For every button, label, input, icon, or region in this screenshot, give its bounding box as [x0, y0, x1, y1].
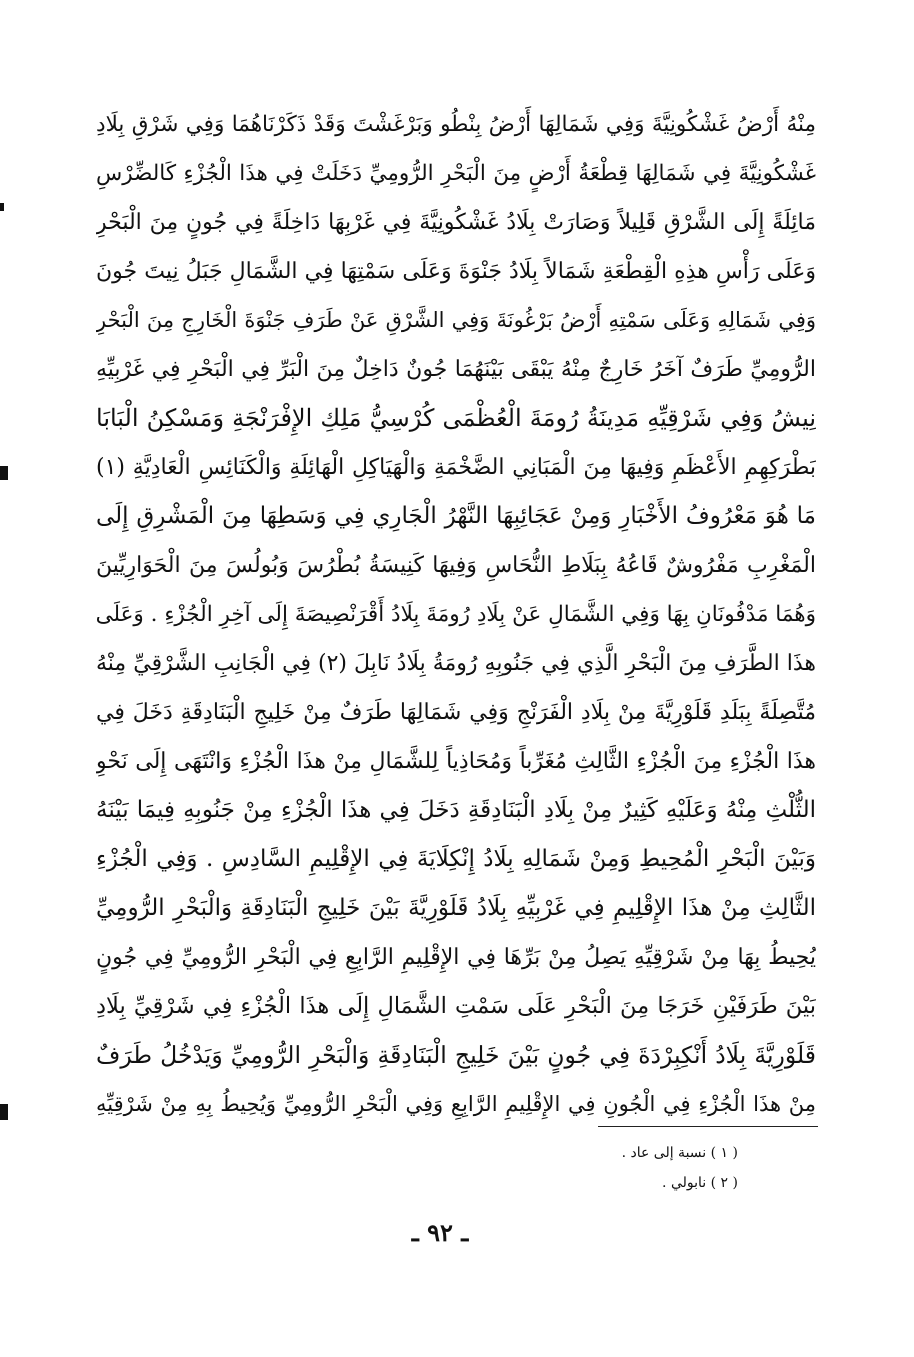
text-line: بَطْرَكِهِمِ الأَعْظَمِ وَفِيهَا مِنَ الْمَبَانِي الضَّخْمَةِ وَالْهَيَاكِلِ الْهَائِلَةِ وَالْكَنَائِسِ الْعَادِيَّةِ (١)	[96, 455, 816, 480]
footnote-divider	[598, 1126, 818, 1127]
text-line: مِنْ هذَا الْجُزْءِ فِي الْجُونِ فِي الإِقْلِيمِ الرَّابِعِ وَفِي الْبَحْرِ الرُّومِيِّ وَيُحِيطُ بِهِ مِنْ شَرْقِيِّهِ	[96, 1092, 816, 1116]
main-text	[96, 100, 816, 1129]
text-line: هذَا الطَّرَفِ مِنَ الْبَحْرِ الَّذِي فِي جَنُوبِهِ رُومَةُ بِلَادُ نَابِلَ (٢) فِي الْجَانِبِ الشَّرْقِيِّ مِنْهُ	[96, 651, 816, 676]
text-line: وَعَلَى رَأْسِ هذِهِ الْقِطْعَةِ شَمَالاً بِلَادُ جَنْوَةَ وَعَلَى سَمْتِهَا فِي الشَّمَالِ جَبَلُ نِيتَ جُونَ	[96, 259, 816, 284]
scan-edge-mark	[0, 1104, 8, 1120]
footnote: ( ١ ) نسبة إلى عاد .	[621, 1145, 738, 1161]
text-line: قَلَوْرِيَّةَ بِلَادُ أَنْكِبِرْدَةَ فِي جُونٍ بَيْنَ خَلِيجِ الْبَنَادِقَةِ وَالْبَحْرِ الرُّومِيِّ وَيَدْخُلُ طَرَفٌ	[96, 1041, 816, 1069]
text-line: وَبَيْنَ الْبَحْرِ الْمُحِيطِ وَمِنْ شَمَالِهِ بِلَادُ إِنْكِلَايَةَ فِي الإِقْلِيمِ السَّادِسِ . وَفِي الْجُزْءِ	[96, 846, 816, 872]
text-line: مَا هُوَ مَعْرُوفُ الأَخْبَارِ وَمِنْ عَجَائِبِهَا النَّهْرُ الْجَارِي فِي وَسَطِهَا مِنَ الْمَشْرِقِ إِلَى	[96, 503, 816, 529]
text-line: الثُّلْثِ مِنْهُ وَعَلَيْهِ كَثِيرٌ مِنْ بِلَادِ الْبَنَادِقَةِ دَخَلَ فِي هذَا الْجُزْءِ مِنْ جَنُوبِهِ فِيمَا بَيْنَهُ	[96, 797, 816, 823]
text-line: الْمَغْرِبِ مَفْرُوشٌ قَاعُهُ بِبَلَاطِ النُّحَاسِ وَفِيهَا كَنِيسَةُ بُطْرُسَ وَبُولُسَ مِنَ الْحَوَارِيِّينَ	[96, 553, 816, 578]
text-line: مِنْهُ أَرْضُ غَشْكُونِيَّةَ وَفِي شَمَالِهَا أَرْضُ بِنْطُو وَبَرْغَشْتَ وَقَدْ ذَكَرْنَاهُمَا وَفِي شَرْقِ بِلَادِ	[96, 112, 816, 137]
text-line: الرُّومِيِّ طَرَفٌ آخَرُ خَارِجٌ مِنْهُ يَبْقَى بَيْنَهُمَا جُونٌ دَاخِلٌ مِنَ الْبَرِّ فِي الْبَحْرِ فِي غَرْبِيِّهِ	[96, 357, 816, 382]
text-line: الثَّالِثِ مِنْ هذَا الإِقْلِيمِ فِي غَرْبِيِّهِ بِلَادُ قَلَوْرِيَّةَ بَيْنَ خَلِيجِ الْبَنَادِقَةِ وَالْبَحْرِ الرُّومِيِّ	[96, 895, 816, 921]
text-line: مُتَّصِلَةً بِبَلَدِ قَلَوْرِيَّةَ مِنْ بِلَادِ الْفَرَنْجِ وَفِي شَمَالِهَا طَرَفٌ مِنْ خَلِيجِ الْبَنَادِقَةِ دَخَلَ فِي	[96, 700, 816, 725]
text-line: نِيشُ وَفِي شَرْقِيِّهِ مَدِينَةُ رُومَةَ الْعُظْمَى كُرْسِيُّ مَلِكِ الإِفْرَنْجَةِ وَمَسْكِنُ الْبَابَا	[96, 404, 816, 432]
text-line: غَشْكُونِيَّةَ فِي شَمَالِهَا قِطْعَةُ أَرْضٍ مِنَ الْبَحْرِ الرُّومِيِّ دَخَلَتْ فِي هذَا الْجُزْءِ كَالضِّرْسِ	[96, 161, 816, 186]
text-line: يُحِيطُ بِهَا مِنْ شَرْقِيِّهِ يَصِلُ مِنْ بَرِّهَا فِي الإِقْلِيمِ الرَّابِعِ فِي الْبَحْرِ الرُّومِيِّ فِي جُونٍ	[96, 945, 816, 970]
text-line: بَيْنَ طَرَفَيْنِ خَرَجَا مِنَ الْبَحْرِ عَلَى سَمْتِ الشَّمَالِ إِلَى هذَا الْجُزْءِ فِي شَرْقِيِّ بِلَادِ	[96, 993, 816, 1019]
text-line: وَهُمَا مَدْفُونَانِ بِهَا وَفِي الشَّمَالِ عَنْ بِلَادِ رُومَةَ بِلَادُ أَقْرَنْصِيصَةَ إِلَى آخِرِ الْجُزْءِ . وَعَلَى	[96, 602, 816, 627]
text-line: مَائِلَةً إِلَى الشَّرْقِ قَلِيلاً وَصَارَتْ بِلَادُ غَشْكُونِيَّةَ فِي غَرْبِهَا دَاخِلَةً فِي جُونٍ مِنَ الْبَحْرِ	[96, 210, 816, 235]
footnotes	[560, 1138, 738, 1198]
scan-edge-mark	[0, 203, 4, 211]
footnote: ( ٢ ) نابولي .	[662, 1175, 738, 1191]
scan-edge-mark	[0, 466, 8, 480]
text-line: وَفِي شَمَالِهِ وَعَلَى سَمْتِهِ أَرْضُ بَرْغُونَةَ وَفِي الشَّرْقِ عَنْ طَرَفِ جَنْوَةَ الْخَارِجِ مِنَ الْبَحْرِ	[96, 308, 816, 332]
page-number: ـ ٩٢ ـ	[411, 1218, 469, 1247]
text-line: هذَا الْجُزْءِ مِنَ الْجُزْءِ الثَّالِثِ مُغَرِّباً وَمُحَاذِياً لِلشَّمَالِ مِنْ هذَا الْجُزْءِ وَانْتَهَى إِلَى نَحْوِ	[96, 749, 816, 774]
